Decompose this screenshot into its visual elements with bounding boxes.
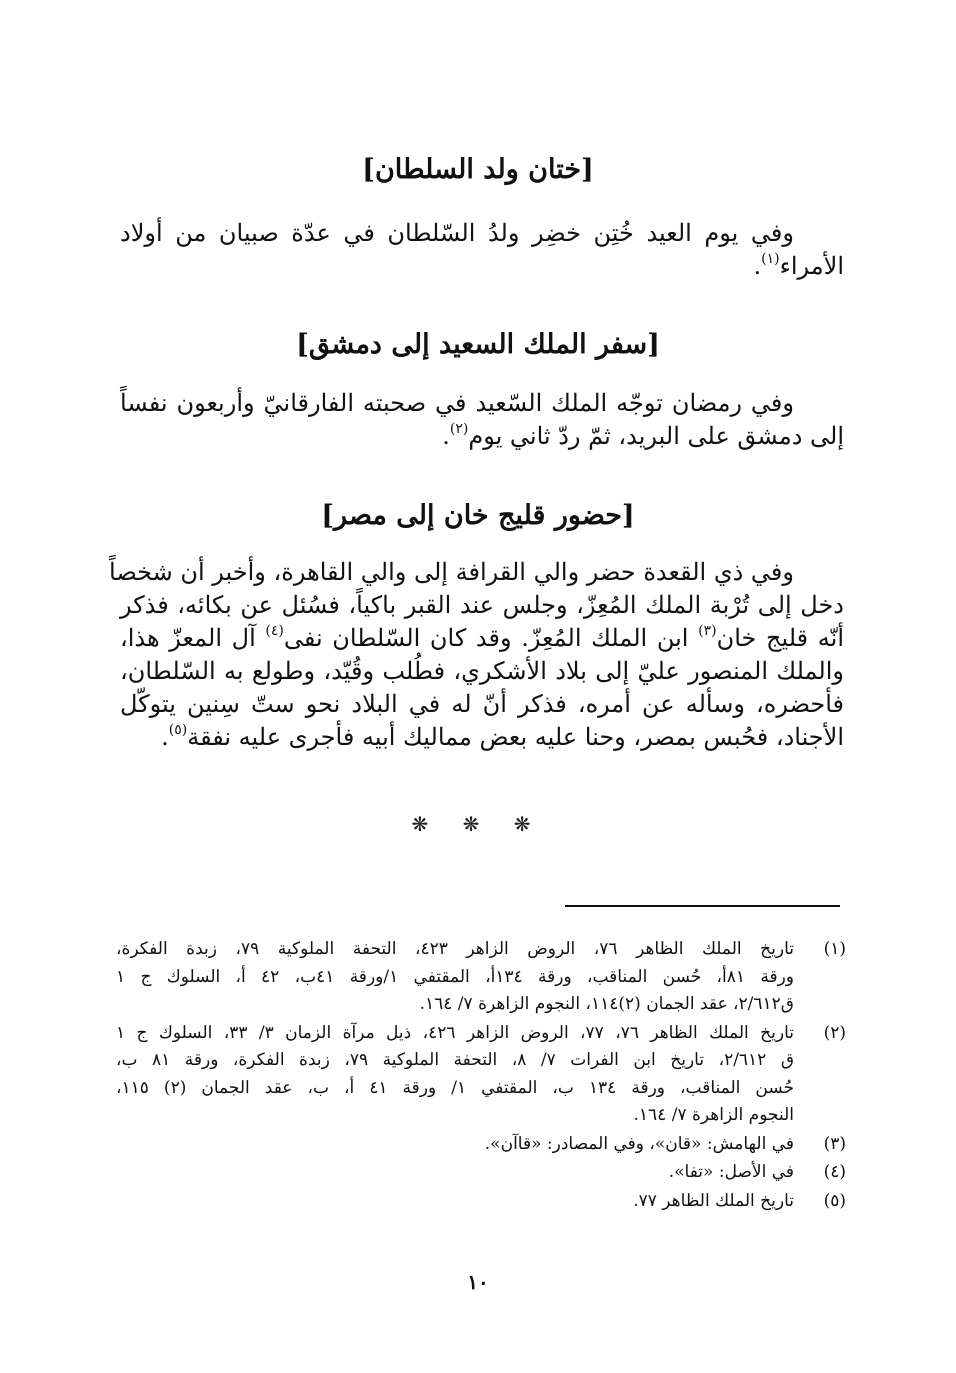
paragraph-text: .	[161, 723, 169, 751]
footnote-line: ق٢/٦١٢، عقد الجمان (٢)١١٤، النجوم الزاهرة ٧/ ١٦٤.	[419, 994, 794, 1014]
footnote-line: ق ٢/٦١٢، تاريخ ابن الفرات ٧/ ٨، التحفة الملوكية ٧٩، زبدة الفكرة، ورقة ٨١ ب،	[116, 1050, 795, 1070]
footnote-ref: (٥)	[168, 722, 188, 738]
footnote-line: في الهامش: «قان»، وفي المصادر: «قاآن».	[484, 1133, 794, 1154]
paragraph-text: أنّه قليج خان	[716, 624, 844, 652]
footnote-divider	[565, 905, 840, 907]
footnote-line: تاريخ الملك الظاهر ٧٧.	[633, 1190, 794, 1211]
section-paragraph-circumcision	[120, 217, 844, 283]
footnote-number: (٢)	[823, 1022, 846, 1043]
section-paragraph-damascus-trip	[120, 387, 844, 453]
footnote-item	[116, 1159, 846, 1187]
footnote-number: (٥)	[823, 1190, 846, 1211]
paragraph-line: وفي يوم العيد خُتِن خضِر ولدُ السّلطان في عدّة صبيان من أولاد	[120, 219, 794, 247]
paragraph-line	[120, 721, 844, 754]
footnote-item	[116, 1188, 846, 1216]
section-heading-circumcision: [ختان ولد السلطان]	[362, 154, 594, 185]
paragraph-line: فأحضره، وسأله عن أمره، فذكر أنّ له في البلاد نحو ستّ سِنين يتوكّل	[120, 690, 844, 718]
section-paragraph-qilij-khan	[109, 556, 844, 754]
paragraph-line: دخل إلى تُرْبة الملك المُعِزّ، وجلس عند القبر باكياً، فسُئل عن بكائه، فذكر	[120, 591, 844, 619]
footnote-ref: (٣)	[698, 623, 717, 639]
paragraph-text: ابن الملك المُعِزّ. وقد كان السّلطان نفى	[283, 624, 699, 652]
footnote-item	[116, 1131, 846, 1159]
paragraph-text: .	[442, 422, 450, 450]
section-separator-asterisks: ❋ ❋ ❋	[411, 812, 545, 836]
paragraph-text: إلى دمشق على البريد، ثمّ ردّ ثاني يوم	[468, 422, 844, 450]
paragraph-text: .	[753, 252, 762, 280]
footnote-ref: (٢)	[449, 421, 469, 437]
paragraph-line: والملك المنصور عليّ إلى بلاد الأشكري، فطُلب وقُيّد، وطولع به السّلطان،	[120, 657, 844, 685]
paragraph-line	[120, 420, 844, 453]
paragraph-line	[120, 250, 844, 283]
footnote-line: ورقة ٨١أ، حُسن المناقب، ورقة ١٣٤أ، المقتفي ١/ورقة ٤١ب، ٤٢ أ، السلوك ج ١	[116, 966, 794, 987]
footnote-number: (٣)	[823, 1133, 846, 1154]
section-heading-qilij-khan: [حضور قليج خان إلى مصر]	[321, 500, 635, 531]
paragraph-line: وفي ذي القعدة حضر والي القرافة إلى والي القاهرة، وأخبر أن شخصاً	[109, 558, 794, 586]
footnote-ref: (٤)	[265, 623, 284, 639]
page-number: ١٠	[467, 1270, 489, 1294]
footnote-line: تاريخ الملك الظاهر ٧٦، الروض الزاهر ٤٢٣، التحفة الملوكية ٧٩، زبدة الفكرة،	[116, 939, 794, 959]
footnote-line: النجوم الزاهرة ٧/ ١٦٤.	[633, 1105, 794, 1125]
footnote-item	[116, 936, 846, 1019]
footnote-number: (١)	[823, 939, 846, 959]
paragraph-text: الأجناد، فحُبس بمصر، وحنا عليه بعض مماليك أبيه فأجرى عليه نفقة	[187, 723, 844, 751]
paragraph-text: الأمراء	[779, 252, 844, 280]
section-heading-damascus-trip: [سفر الملك السعيد إلى دمشق]	[296, 329, 660, 360]
paragraph-text: آل المعزّ هذا،	[120, 624, 266, 652]
footnote-item	[116, 1020, 846, 1130]
footnote-line: حُسن المناقب، ورقة ١٣٤ ب، المقتفي ١/ ورقة ٤١ أ، ب، عقد الجمان (٢) ١١٥،	[116, 1077, 795, 1098]
footnote-ref: (١)	[761, 251, 780, 267]
footnotes-list	[116, 936, 846, 1216]
paragraph-line: وفي رمضان توجّه الملك السّعيد في صحبته الفارقانيّ وأربعون نفساً	[120, 389, 794, 417]
footnote-number: (٤)	[823, 1162, 846, 1182]
footnote-line: في الأصل: «تفا».	[668, 1162, 794, 1182]
paragraph-line	[120, 622, 844, 655]
footnote-line: تاريخ الملك الظاهر ٧٦، ٧٧، الروض الزاهر ٤٢٦، ذيل مرآة الزمان ٣/ ٣٣، السلوك ج ١	[116, 1022, 794, 1043]
